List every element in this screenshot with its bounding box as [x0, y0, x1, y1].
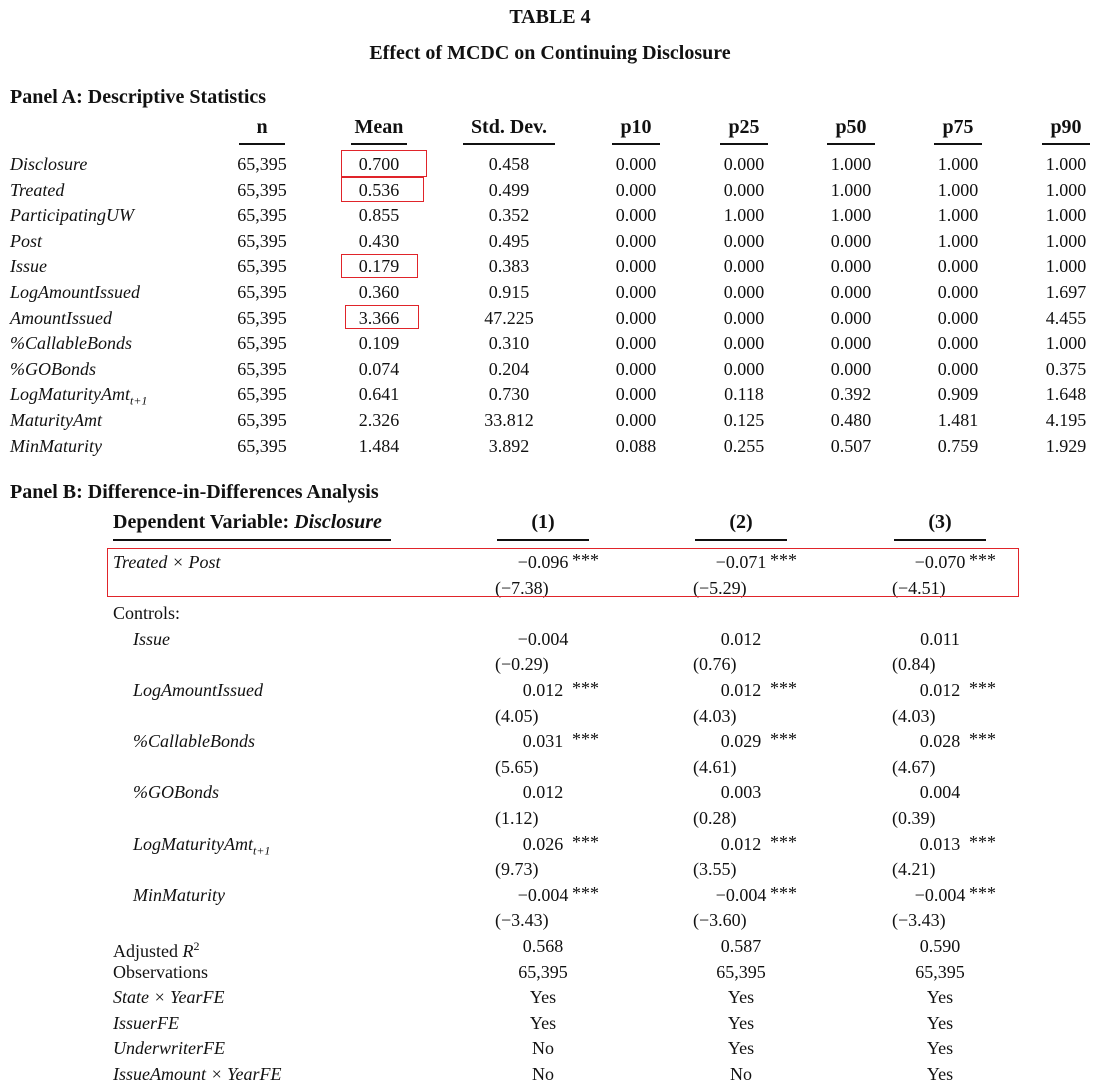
panel-a-row	[0, 383, 1100, 409]
panel-a-col-header: n	[256, 116, 268, 138]
stat-cell: 0.000	[615, 282, 657, 302]
stat-cell: 0.255	[723, 435, 765, 456]
r-symbol: R	[182, 941, 194, 961]
stat-cell: 1.000	[1045, 154, 1087, 174]
coef-cell: 0.013 ***	[895, 833, 985, 855]
row-label: LogMaturityAmt$_{t+1}$	[133, 833, 271, 858]
stat-cell: 0.000	[723, 358, 765, 379]
coef-row	[0, 1037, 1100, 1063]
significance-stars: ***	[969, 831, 996, 852]
coef-cell: 0.026 ***	[498, 833, 588, 855]
stat-cell: 0.000	[937, 282, 979, 302]
stat-cell: 1.000	[1045, 230, 1087, 251]
panel-a-row	[0, 281, 1100, 307]
stat-cell: 1.697	[1045, 282, 1087, 302]
stat-cell: 0.000	[723, 282, 765, 302]
stat-cell: 0.088	[615, 435, 657, 456]
coef-cell: −0.004 ***	[498, 884, 588, 906]
t-stat-cell: (−3.43)	[495, 910, 549, 931]
panel-a-col-underline	[934, 143, 982, 145]
stat-cell: 1.484	[358, 435, 400, 456]
coef-cell: 0.011	[920, 628, 960, 649]
coef-row	[0, 628, 1100, 654]
stat-cell: 65,395	[237, 358, 287, 379]
row-label: %CallableBonds	[133, 731, 255, 752]
stat-cell: 1.000	[1045, 256, 1087, 277]
highlight-box-treated-mean	[341, 177, 424, 202]
panel-a-col-header: Std. Dev.	[470, 116, 548, 138]
variable-label: Treated	[10, 179, 65, 200]
significance-stars: ***	[572, 882, 599, 903]
panel-a-row	[0, 179, 1100, 205]
t-stat-cell: (3.55)	[693, 859, 737, 880]
row-label: UnderwriterFE	[113, 1038, 225, 1059]
highlight-box-amountissued-mean	[345, 305, 419, 329]
coef-cell: 0.012 ***	[498, 679, 588, 701]
t-stat-row	[0, 756, 1100, 782]
variable-label: Disclosure	[10, 154, 88, 174]
variable-label: LogMaturityAmt$_{t+1}$	[10, 384, 148, 408]
coef-cell: 0.004	[919, 782, 961, 803]
coef-cell: −0.004	[517, 628, 569, 649]
row-label: IssuerFE	[113, 1012, 179, 1033]
coef-cell: −0.096 ***	[498, 551, 588, 573]
coef-cell: 0.029 ***	[696, 730, 786, 752]
panel-a-col-underline	[463, 143, 555, 145]
stat-cell: 1.929	[1045, 435, 1087, 456]
coef-cell: 65,395	[915, 961, 965, 982]
row-label: Treated × Post	[113, 552, 221, 572]
stat-cell: 0.000	[830, 256, 872, 277]
stat-cell: 0.000	[615, 333, 657, 354]
row-label: MinMaturity	[133, 884, 225, 905]
stat-cell: 0.310	[488, 333, 530, 354]
stat-cell: 0.204	[488, 358, 530, 379]
stat-cell: 0.074	[358, 358, 400, 379]
dep-var-underline	[113, 539, 391, 541]
controls-label: Controls:	[113, 603, 181, 624]
stat-cell: 0.000	[723, 154, 765, 174]
stat-cell: 0.759	[937, 435, 979, 456]
stat-cell: 3.892	[488, 435, 530, 456]
panel-a-row	[0, 409, 1100, 435]
coef-cell: 0.003	[720, 782, 762, 803]
t-stat-row	[0, 858, 1100, 884]
row-label	[113, 935, 200, 962]
stat-cell: 0.000	[937, 358, 979, 379]
coef-cell: 0.028 ***	[895, 730, 985, 752]
significance-stars: ***	[969, 729, 996, 750]
panel-a-row	[0, 153, 1100, 179]
row-label: LogAmountIssued	[133, 680, 263, 700]
significance-stars: ***	[770, 550, 797, 570]
stat-cell: 0.000	[615, 205, 657, 226]
variable-label: ParticipatingUW	[10, 205, 134, 226]
panel-a-row	[0, 435, 1100, 461]
coef-row	[0, 884, 1100, 910]
stat-cell: 65,395	[237, 154, 287, 174]
t-stat-row	[0, 909, 1100, 935]
significance-stars: ***	[572, 831, 599, 852]
stat-cell: 0.352	[488, 205, 530, 226]
t-stat-cell: (−7.38)	[495, 577, 549, 598]
t-stat-cell: (4.03)	[693, 705, 737, 726]
coef-cell: −0.004 ***	[895, 884, 985, 906]
coef-cell: Yes	[529, 1012, 557, 1033]
coef-row	[0, 986, 1100, 1012]
superscript: 2	[193, 939, 200, 953]
stat-cell: 0.000	[937, 333, 979, 354]
panel-a-col-header: p10	[620, 116, 652, 138]
row-label: %GOBonds	[133, 782, 219, 803]
stat-cell: 0.430	[358, 230, 400, 251]
row-label: IssueAmount × YearFE	[113, 1064, 282, 1084]
stat-cell: 0.375	[1045, 358, 1087, 379]
stat-cell: 0.360	[358, 282, 400, 302]
t-stat-cell: (−0.29)	[495, 654, 549, 675]
t-stat-cell: (4.67)	[892, 756, 936, 777]
stat-cell: 65,395	[237, 256, 287, 277]
row-label: State × YearFE	[113, 987, 225, 1008]
coef-row	[0, 679, 1100, 705]
stat-cell: 0.000	[723, 256, 765, 277]
variable-label: Post	[10, 230, 43, 251]
stat-cell: 1.648	[1045, 384, 1087, 405]
panel-a-row	[0, 358, 1100, 384]
stat-cell: 0.730	[488, 384, 530, 405]
panel-a-col-underline	[351, 143, 407, 145]
stat-cell: 0.000	[615, 154, 657, 174]
significance-stars: ***	[770, 882, 797, 903]
coef-row	[0, 1063, 1100, 1089]
coef-cell: 0.012 ***	[696, 679, 786, 701]
stat-cell: 0.392	[830, 384, 872, 405]
coef-cell: Yes	[727, 1038, 755, 1059]
significance-stars: ***	[770, 729, 797, 750]
stat-cell: 0.000	[615, 384, 657, 405]
adj-r2-text: Adjusted R	[113, 941, 194, 961]
coef-cell: No	[532, 1038, 554, 1059]
stat-cell: 1.000	[1045, 179, 1087, 200]
panel-a-col-underline	[239, 143, 285, 145]
panel-b-col-header: (2)	[729, 511, 753, 533]
variable-label: AmountIssued	[10, 307, 112, 328]
t-stat-cell: (−4.51)	[892, 577, 946, 598]
coef-cell: No	[532, 1064, 554, 1084]
dependent-variable-header	[113, 511, 382, 534]
stat-cell: 1.000	[830, 205, 872, 226]
stat-cell: 65,395	[237, 333, 287, 354]
coef-cell: 0.031 ***	[498, 730, 588, 752]
panel-a-col-header: p75	[942, 116, 974, 138]
stat-cell: 65,395	[237, 205, 287, 226]
stat-cell: 0.480	[830, 410, 872, 430]
stat-cell: 0.000	[615, 358, 657, 379]
dep-var-prefix: Dependent Variable:	[113, 511, 295, 533]
coef-cell: 0.012	[720, 628, 762, 649]
coef-row	[0, 781, 1100, 807]
stat-cell: 0.590	[919, 936, 961, 956]
coef-cell: −0.071 ***	[696, 551, 786, 573]
stat-cell: 65,395	[237, 435, 287, 456]
stat-cell: 1.000	[937, 230, 979, 251]
panel-a-col-underline	[612, 143, 660, 145]
stat-cell: 0.495	[488, 230, 530, 251]
panel-a-col-header: p90	[1050, 116, 1082, 138]
stat-cell: 0.536	[358, 179, 400, 200]
stat-cell: 65,395	[237, 282, 287, 302]
stat-cell: 0.458	[488, 154, 530, 174]
stat-cell: 0.000	[830, 307, 872, 328]
panel-a-col-underline	[1042, 143, 1090, 145]
t-stat-cell: (−3.43)	[892, 910, 946, 931]
significance-stars: ***	[969, 882, 996, 903]
panel-a-row	[0, 332, 1100, 358]
significance-stars: ***	[572, 678, 599, 698]
panel-b-col-header: (3)	[928, 511, 952, 533]
stat-cell: 0.000	[830, 230, 872, 251]
coef-cell: Yes	[926, 987, 954, 1008]
t-stat-row	[0, 807, 1100, 833]
stat-cell: 65,395	[237, 410, 287, 430]
coef-cell: 0.012 ***	[895, 679, 985, 701]
coef-cell: No	[730, 1064, 752, 1084]
stat-cell: 0.000	[830, 333, 872, 354]
coef-row	[0, 1012, 1100, 1038]
stat-cell: 1.000	[830, 179, 872, 200]
t-stat-cell: (1.12)	[495, 808, 539, 828]
panel-b-col-underline	[497, 539, 589, 541]
stat-cell: 0.641	[358, 384, 400, 405]
table-number: TABLE 4	[509, 6, 591, 28]
row-label: Observations	[113, 961, 208, 982]
stat-cell: 0.179	[358, 256, 400, 277]
coef-cell: Yes	[926, 1038, 954, 1059]
stat-cell: 0.507	[830, 435, 872, 456]
coef-cell: Yes	[727, 1012, 755, 1033]
stat-cell: 4.455	[1045, 307, 1087, 328]
stat-cell: 0.000	[615, 179, 657, 200]
significance-stars: ***	[969, 678, 996, 698]
stat-cell: 1.000	[723, 205, 765, 226]
coef-cell: −0.004 ***	[696, 884, 786, 906]
stat-cell: 0.000	[615, 307, 657, 328]
dep-var-name: Disclosure	[294, 511, 382, 533]
panel-a-title: Panel A: Descriptive Statistics	[10, 86, 267, 108]
stat-cell: 0.700	[358, 154, 400, 174]
stat-cell: 65,395	[237, 230, 287, 251]
stat-cell: 0.587	[720, 936, 762, 956]
variable-label: LogAmountIssued	[10, 282, 140, 302]
coef-cell: Yes	[926, 1064, 954, 1084]
panel-a-col-header: Mean	[354, 116, 404, 138]
variable-label: MaturityAmt	[10, 410, 102, 430]
coef-cell: Yes	[529, 987, 557, 1008]
stat-cell: 0.568	[522, 936, 564, 956]
t-stat-cell: (4.21)	[892, 859, 936, 880]
t-stat-cell: (4.61)	[693, 756, 737, 777]
panel-a-col-underline	[720, 143, 768, 145]
stat-cell: 0.855	[358, 205, 400, 226]
stat-cell: 0.000	[830, 282, 872, 302]
t-stat-cell: (0.84)	[892, 654, 936, 675]
stat-cell: 2.326	[358, 410, 400, 430]
stat-cell: 65,395	[237, 179, 287, 200]
stat-cell: 4.195	[1045, 410, 1087, 430]
stat-cell: 47.225	[484, 307, 534, 328]
stat-cell: 0.909	[937, 384, 979, 405]
stat-cell: 0.000	[615, 230, 657, 251]
stat-cell: 0.125	[723, 410, 765, 430]
stat-cell: 0.000	[723, 333, 765, 354]
stat-cell: 65,395	[237, 307, 287, 328]
significance-stars: ***	[770, 831, 797, 852]
stat-cell: 1.000	[937, 154, 979, 174]
t-stat-cell: (5.65)	[495, 756, 539, 777]
subscript: t+1	[130, 393, 148, 408]
stat-cell: 1.000	[937, 205, 979, 226]
stat-cell: 0.000	[723, 179, 765, 200]
t-stat-cell: (−3.60)	[693, 910, 747, 931]
panel-b-col-header: (1)	[531, 511, 555, 533]
stat-cell: 0.118	[724, 384, 764, 405]
variable-label: %GOBonds	[10, 358, 96, 379]
subscript: t+1	[253, 843, 271, 858]
coef-cell: 0.012	[522, 782, 564, 803]
t-stat-cell: (0.28)	[693, 808, 737, 828]
stat-cell: 1.000	[937, 179, 979, 200]
panel-a-row	[0, 204, 1100, 230]
t-stat-row	[0, 705, 1100, 731]
panel-b-col-underline	[894, 539, 986, 541]
significance-stars: ***	[969, 550, 996, 570]
coef-cell: 0.012 ***	[696, 833, 786, 855]
t-stat-cell: (9.73)	[495, 859, 539, 880]
stat-cell: 1.000	[830, 154, 872, 174]
variable-label: MinMaturity	[10, 435, 102, 456]
coef-cell: 65,395	[716, 961, 766, 982]
stat-cell: 1.000	[1045, 205, 1087, 226]
stat-cell: 1.000	[1045, 333, 1087, 354]
panel-a-row	[0, 255, 1100, 281]
stat-cell: 0.109	[358, 333, 400, 354]
t-stat-cell: (4.05)	[495, 705, 539, 726]
t-stat-cell: (0.39)	[892, 808, 936, 828]
coef-cell: 65,395	[518, 961, 568, 982]
coef-cell: Yes	[727, 987, 755, 1008]
stat-cell: 3.366	[358, 307, 400, 328]
stat-cell: 0.000	[723, 307, 765, 328]
coef-row	[0, 961, 1100, 987]
panel-a-col-header: p25	[728, 116, 760, 138]
stat-cell: 0.000	[937, 256, 979, 277]
coef-row	[0, 730, 1100, 756]
highlight-box-disclosure-mean	[341, 150, 427, 177]
stat-cell: 1.481	[937, 410, 979, 430]
stat-cell: 65,395	[237, 384, 287, 405]
stat-cell: 0.915	[488, 282, 530, 302]
stat-cell: 0.383	[488, 256, 530, 277]
panel-a-row	[0, 230, 1100, 256]
t-stat-row	[0, 653, 1100, 679]
stat-cell: 0.000	[723, 230, 765, 251]
highlight-box-issue-mean	[341, 254, 418, 278]
stat-cell: 0.000	[937, 307, 979, 328]
table-subtitle: Effect of MCDC on Continuing Disclosure	[369, 42, 731, 64]
stat-cell: 0.000	[615, 410, 657, 430]
panel-b-title: Panel B: Difference-in-Differences Analysis	[10, 481, 379, 503]
panel-a-col-underline	[827, 143, 875, 145]
significance-stars: ***	[572, 550, 599, 570]
variable-label: Issue	[10, 256, 47, 277]
panel-b-col-underline	[695, 539, 787, 541]
stat-cell: 0.000	[615, 256, 657, 277]
stat-cell: 0.499	[488, 179, 530, 200]
significance-stars: ***	[770, 678, 797, 698]
coef-row	[0, 833, 1100, 859]
t-stat-cell: (−5.29)	[693, 577, 747, 598]
coef-cell: Yes	[926, 1012, 954, 1033]
highlight-box-treated-post	[107, 548, 1019, 597]
t-stat-cell: (4.03)	[892, 705, 936, 726]
panel-a-row	[0, 307, 1100, 333]
variable-label: %CallableBonds	[10, 333, 132, 354]
stat-cell: 33.812	[484, 410, 534, 430]
panel-a-col-header: p50	[835, 116, 867, 138]
significance-stars: ***	[572, 729, 599, 750]
controls-label-row	[0, 602, 1100, 628]
stat-cell: 0.000	[830, 358, 872, 379]
adjusted-r2-row	[0, 935, 1100, 961]
t-stat-cell: (0.76)	[693, 654, 737, 675]
coef-cell: −0.070 ***	[895, 551, 985, 573]
row-label: Issue	[133, 628, 170, 649]
